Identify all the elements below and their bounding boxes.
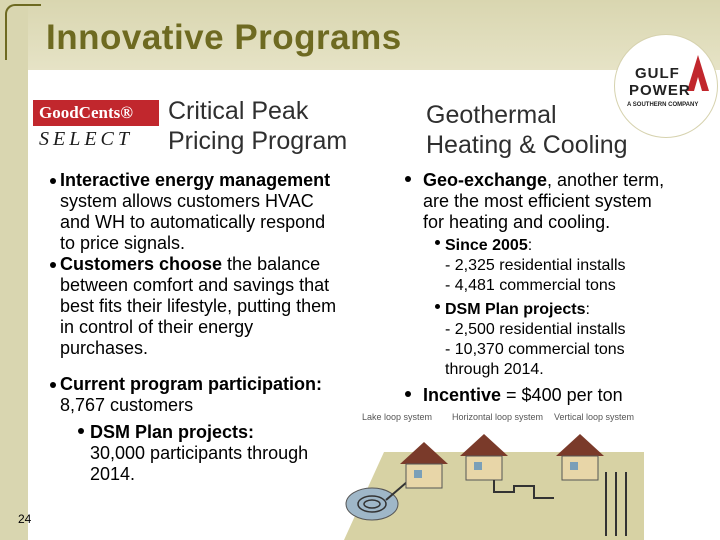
right-sub2-line1: - 2,500 residential installs [445,321,626,338]
bullet-dot [405,391,411,397]
right-b1-line3: for heating and cooling. [423,212,611,232]
right-b1-line2: are the most efficient system [423,191,652,211]
right-sub2-colon: : [585,301,590,318]
bullet-dot [78,428,84,434]
left-bullet-4 [90,422,308,485]
left-bullet-3 [60,374,322,395]
select-logo-text: SELECT [39,128,134,150]
left-b4-line3: 2014. [90,464,136,484]
left-b2-line5: purchases. [60,338,149,358]
right-sub2-line2: - 10,370 commercial tons [445,341,625,358]
slide-title: Innovative Programs [46,18,402,57]
right-bullet-2 [423,385,623,406]
left-b4-line2: 30,000 participants through [90,443,309,463]
bullet-dot [435,304,440,309]
right-sub1-line1: - 2,325 residential installs [445,257,626,274]
house1-body-icon [406,464,442,488]
right-b2-bold: Incentive [423,385,502,405]
left-bullet-2 [60,254,336,359]
right-sub2-line3: through 2014. [445,361,544,378]
house3-body-icon [562,456,598,480]
gulf-power-logo [614,34,718,138]
gulf-logo-line2: POWER [629,82,691,99]
right-b2-rest: = $400 per ton [501,385,623,405]
bullet-dot [435,240,440,245]
lake-icon [346,488,398,520]
left-heading-line2: Pricing Program [168,127,348,155]
left-b1-line4: to price signals. [60,233,186,253]
left-b1-line1: Interactive energy management [60,170,331,190]
right-bullet-1 [423,170,664,233]
left-b2-line2: between comfort and savings that [60,275,330,295]
right-sub1-line2: - 4,481 commercial tons [445,277,616,294]
left-b2-bold: Customers choose [60,254,223,274]
right-b1-bold: Geo-exchange [423,170,548,190]
left-band [0,0,28,540]
lake-loop-label: Lake loop system [362,412,433,422]
geothermal-loop-diagrams [344,412,644,540]
gulf-logo-line3: A SOUTHERN COMPANY [627,102,699,108]
right-heading-line2: Heating & Cooling [426,131,628,159]
house1-window-icon [414,470,422,478]
right-sub2-label: DSM Plan projects [445,301,586,318]
house2-body-icon [466,456,502,480]
goodcents-select-logo [33,100,159,152]
bullet-dot [405,176,411,182]
right-b1-line1-rest: , another term, [547,170,665,190]
right-heading [426,100,628,160]
left-b3-line1: Current program participation: [60,374,323,394]
corner-bracket [5,4,41,60]
house2-roof-icon [460,434,508,456]
house3-window-icon [570,462,578,470]
goodcents-logo-text: GoodCents® [39,103,133,122]
left-heading-line1: Critical Peak [168,97,309,125]
bullet-dot [50,382,56,388]
right-heading-line1: Geothermal [426,101,557,129]
house3-roof-icon [556,434,604,456]
left-heading [168,96,347,156]
right-sub-2 [445,300,626,380]
goodcents-red-bar [33,100,159,126]
horizontal-loop-label: Horizontal loop system [452,412,544,422]
left-bullet-1 [60,170,330,254]
right-sub1-colon: : [527,237,533,254]
right-sub1-label: Since 2005 [445,237,528,254]
left-b4-line1: DSM Plan projects: [90,422,255,442]
house2-window-icon [474,462,482,470]
left-b2-line3: best fits their lifestyle, putting them [60,296,337,316]
loop-diagram-illustration [344,412,644,540]
left-b2-line1-rest: the balance [222,254,321,274]
left-b2-line4: in control of their energy [60,317,254,337]
left-b1-line2: system allows customers HVAC [60,191,314,211]
left-b1-line3: and WH to automatically respond [60,212,326,232]
right-sub-1 [445,236,626,296]
gulf-logo-line1: GULF [635,65,680,82]
bullet-dot [50,262,56,268]
left-bullet-3-line2: 8,767 customers [60,395,194,415]
vertical-loop-label: Vertical loop system [554,412,635,422]
page-number: 24 [18,512,32,526]
bullet-dot [50,178,56,184]
